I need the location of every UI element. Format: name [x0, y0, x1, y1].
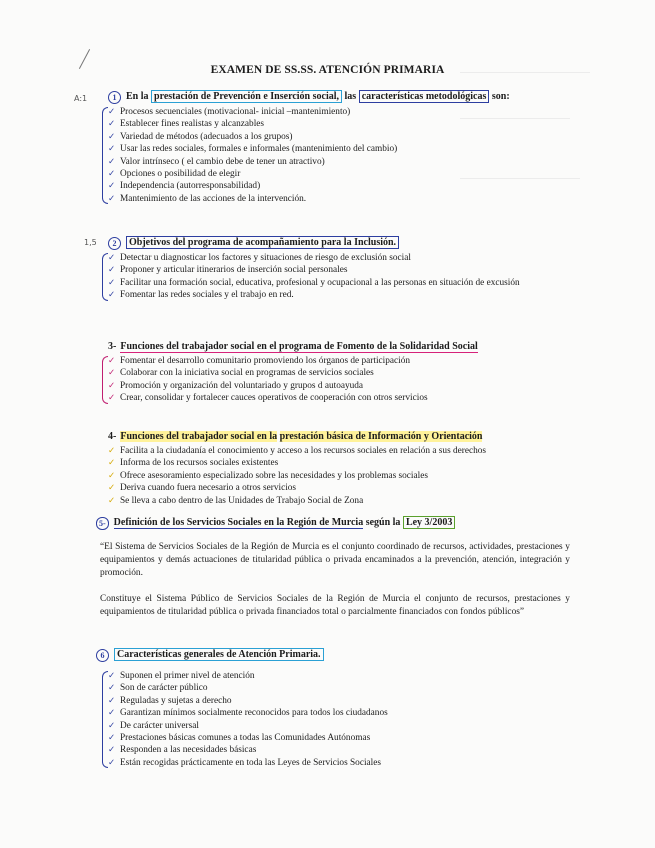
list-item: ✓ Mantenimiento de las acciones de la intervención.	[108, 193, 307, 204]
check-icon: ✓	[108, 131, 116, 142]
list-item: ✓ Promoción y organización del voluntariado y grupos d autoayuda	[108, 380, 364, 391]
section-1-list	[108, 106, 568, 205]
section-6-heading	[96, 648, 556, 662]
check-icon: ✓	[108, 253, 116, 263]
check-icon: ✓	[108, 119, 116, 130]
check-icon: ✓	[108, 156, 116, 167]
check-icon: ✓	[108, 277, 116, 288]
list-item: ✓ Suponen el primer nivel de atención	[108, 671, 255, 681]
check-icon: ✓	[108, 265, 116, 276]
section-6	[96, 648, 556, 662]
section-2-list	[108, 252, 568, 302]
list-item: ✓ Responden a las necesidades básicas	[108, 745, 257, 756]
check-icon: ✓	[108, 193, 116, 204]
check-icon: ✓	[108, 683, 116, 694]
list-item: ✓ Crear, consolidar y fortalecer cauces operativos de cooperación con otros servicios	[108, 393, 428, 404]
check-icon: ✓	[108, 458, 116, 469]
check-icon: ✓	[108, 446, 116, 456]
section-number-circle: 5-	[96, 517, 109, 530]
highlighted-term: Definición de los Servicios Sociales en la Región de Murcia	[113, 517, 364, 528]
list-item: ✓ Facilita a la ciudadanía el conocimiento y acceso a los recursos sociales en relación a sus derechos	[108, 446, 487, 456]
section-number-circle: 6	[96, 649, 109, 662]
section-3-list	[108, 355, 568, 405]
list-item: ✓ Ofrece asesoramiento especializado sobre las necesidades y los problemas sociales	[108, 470, 428, 481]
section-2-heading	[108, 236, 568, 250]
list-item: ✓ Opciones o posibilidad de elegir	[108, 169, 241, 180]
check-icon: ✓	[108, 733, 116, 744]
margin-grade-note: 1,5	[84, 238, 97, 247]
highlighted-term: prestación de Prevención e Inserción social,	[151, 90, 342, 103]
list-item: ✓ Reguladas y sujetas a derecho	[108, 695, 232, 706]
section-4	[108, 430, 568, 507]
section-number-circle: 2	[108, 237, 121, 250]
definition-paragraph: Constituye el Sistema Público de Servicios Sociales de la Región de Murcia el conjunto de recursos, prestaciones y equipamientos de titularidad pública o privada financiados total o parcialmente financiados con fondos públicos”	[100, 594, 570, 618]
check-icon: ✓	[108, 470, 116, 481]
check-icon: ✓	[108, 107, 116, 117]
list-item: ✓ Facilitar una formación social, educativa, profesional y ocupacional a las personas en situación de excusión	[108, 277, 520, 288]
check-icon: ✓	[108, 380, 116, 391]
section-4-heading: 4- Funciones del trabajador social en la prestación básica de Información y Orientación	[108, 431, 483, 442]
page-title: EXAMEN DE SS.SS. ATENCIÓN PRIMARIA	[210, 64, 445, 76]
check-icon: ✓	[108, 393, 116, 404]
list-item: ✓ Establecer fines realistas y alcanzables	[108, 119, 265, 130]
section-2	[108, 236, 568, 302]
section-number-circle: 1	[108, 91, 121, 104]
check-icon: ✓	[108, 708, 116, 719]
list-item: ✓ Procesos secuenciales (motivacional- inicial –mantenimiento)	[108, 107, 351, 117]
list-item: ✓ Variedad de métodos (adecuados a los grupos)	[108, 131, 293, 142]
section-3	[108, 340, 568, 405]
section-number: 4-	[108, 431, 117, 442]
check-icon: ✓	[108, 356, 116, 366]
highlighted-term: prestación básica de Información y Orientación	[279, 431, 483, 442]
check-icon: ✓	[108, 720, 116, 731]
list-item: ✓ Informa de los recursos sociales existentes	[108, 458, 279, 469]
list-item: ✓ Prestaciones básicas comunes a todas las Comunidades Autónomas	[108, 733, 371, 744]
check-icon: ✓	[108, 495, 116, 506]
list-item: ✓ Son de carácter público	[108, 683, 208, 694]
check-icon: ✓	[108, 144, 116, 155]
list-item: ✓ Se lleva a cabo dentro de las Unidades de Trabajo Social de Zona	[108, 495, 364, 506]
list-item: ✓ Detectar u diagnosticar los factores y situaciones de riesgo de exclusión social	[108, 253, 411, 263]
check-icon: ✓	[108, 483, 116, 494]
list-item: ✓ Independencia (autorresponsabilidad)	[108, 181, 261, 192]
check-icon: ✓	[108, 695, 116, 706]
section-1-heading: 1 En la prestación de Prevención e Inserción social, las características metodológicas son:	[108, 90, 568, 104]
section-5	[96, 516, 576, 530]
section-6-list-wrap	[108, 668, 568, 769]
list-item: ✓ Valor intrínseco ( el cambio debe de tener un atractivo)	[108, 156, 325, 167]
check-icon: ✓	[108, 181, 116, 192]
list-item: ✓ Colaborar con la iniciativa social en programas de servicios sociales	[108, 368, 374, 379]
highlighted-term: Funciones del trabajador social en el programa de Fomento de la Solidaridad Social	[120, 341, 478, 352]
check-icon: ✓	[108, 290, 116, 301]
check-icon: ✓	[108, 671, 116, 681]
section-3-heading	[108, 340, 568, 353]
highlighted-term: Características generales de Atención Primaria.	[114, 648, 324, 661]
list-item: ✓ Fomentar el desarrollo comunitario promoviendo los órganos de participación	[108, 356, 411, 366]
highlighted-term: Objetivos del programa de acompañamiento para la Inclusión.	[126, 236, 399, 249]
definition-paragraph: “El Sistema de Servicios Sociales de la Región de Murcia es el conjunto coordinado de recursos, actividades, prestaciones y equipamientos y demás actuaciones de titularidad pública o privada encaminados a la prevención, atención, integración y promoción.	[100, 542, 570, 579]
check-icon: ✓	[108, 169, 116, 180]
section-5-heading: 5- Definición de los Servicios Sociales en la Región de Murcia según la Ley 3/2003	[96, 516, 576, 530]
check-icon: ✓	[108, 757, 116, 768]
list-item: ✓ Usar las redes sociales, formales e informales (mantenimiento del cambio)	[108, 144, 398, 155]
highlighted-term: características metodológicas	[359, 90, 490, 103]
margin-grade-note: A:1	[74, 94, 88, 103]
list-item: ✓ Están recogidas prácticamente en toda las Leyes de Servicios Sociales	[108, 757, 381, 768]
list-item: ✓ Fomentar las redes sociales y el trabajo en red.	[108, 290, 294, 301]
list-item: ✓ Deriva cuando fuera necesario a otros servicios	[108, 483, 297, 494]
section-6-list	[108, 670, 568, 769]
check-icon: ✓	[108, 368, 116, 379]
list-item: ✓ Garantizan mínimos socialmente reconocidos para todos los ciudadanos	[108, 708, 388, 719]
list-item: ✓ De carácter universal	[108, 720, 199, 731]
highlighted-term: Ley 3/2003	[403, 516, 455, 529]
section-4-list	[108, 445, 568, 507]
list-item: ✓ Proponer y articular itinerarios de inserción social personales	[108, 265, 348, 276]
check-icon: ✓	[108, 745, 116, 756]
section-number: 3-	[108, 341, 117, 352]
section-1	[108, 90, 568, 205]
